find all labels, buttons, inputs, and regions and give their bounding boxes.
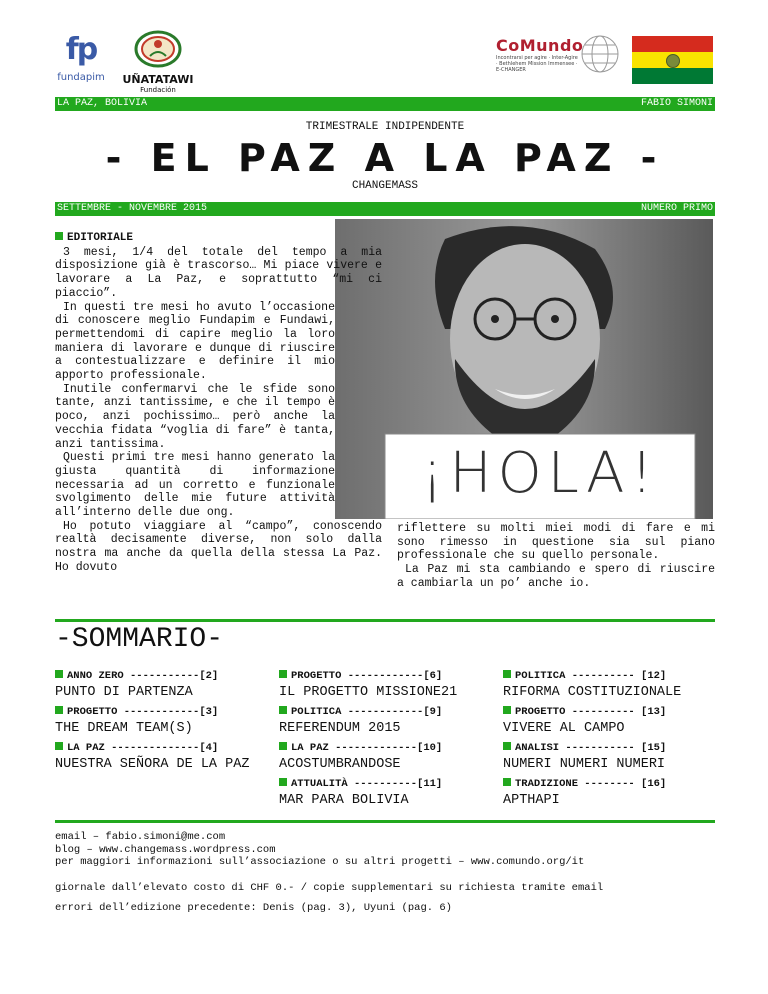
- flag-stripe-red: [632, 36, 713, 52]
- square-bullet-icon: [503, 670, 511, 678]
- sommario-title: -SOMMARIO-: [55, 624, 224, 655]
- editorial-paragraph-3: Inutile confermarvi che le sfide sono tante, anzi tantissime, e che il tempo è poco, anzi pochissimo… però anche la vecchia fidata “voglia di fare” è tanta, anzi tantissima.: [55, 382, 335, 451]
- footer-blog[interactable]: blog – www.changemass.wordpress.com: [55, 843, 276, 856]
- editorial-paragraph-4: Questi primi tre mesi hanno generato la giusta quantità di informazione necessaria ad un corretto e funzionale svolgimento delle mie future attività all’interno delle due ong.: [55, 451, 335, 520]
- divider: [55, 619, 715, 622]
- square-bullet-icon: [503, 706, 511, 714]
- page-title: - EL PAZ A LA PAZ -: [105, 136, 665, 180]
- author: FABIO SIMONI: [640, 98, 713, 109]
- sommario-item[interactable]: ATTUALITÀ ----------[11] MAR PARA BOLIVIA: [279, 778, 443, 808]
- editorial-continuation-1: riflettere su molti miei modi di fare e mi sono rimesso in questione sia sul piano professionale che su quello personale.: [397, 522, 715, 563]
- unatatawi-subcaption: Fundación: [140, 86, 176, 94]
- issue-date: SETTEMBRE - NOVEMBRE 2015: [57, 203, 208, 214]
- sommario-item[interactable]: PROGETTO ---------- [13] VIVERE AL CAMPO: [503, 706, 667, 736]
- unatatawi-caption: UÑATATAWI: [122, 73, 194, 86]
- comundo-tagline: Incontrarsi per agire · Inter-Agire · Bethlehem Mission Immensee · E-CHANGER: [496, 55, 578, 73]
- sommario-item[interactable]: PROGETTO ------------[3] THE DREAM TEAM(S): [55, 706, 219, 736]
- square-bullet-icon: [503, 742, 511, 750]
- footer-info[interactable]: per maggiori informazioni sull’associazione o su altri progetti – www.comundo.org/it: [55, 856, 585, 868]
- globe-icon: [580, 34, 620, 74]
- sommario-item[interactable]: ANALISI ----------- [15] NUMERI NUMERI NUMERI: [503, 742, 667, 772]
- sommario-item[interactable]: POLITICA ------------[9] REFERENDUM 2015: [279, 706, 443, 736]
- unatatawi-logo: [118, 30, 198, 92]
- fundapim-caption: fundapim: [57, 72, 105, 83]
- sommario-item[interactable]: LA PAZ --------------[4] NUESTRA SEÑORA DE LA PAZ: [55, 742, 250, 772]
- footer-contacts: [55, 831, 715, 869]
- square-bullet-icon: [55, 232, 63, 240]
- fundapim-logo: [52, 32, 110, 90]
- photo-sign-text: ¡HOLA!: [421, 441, 659, 506]
- issue-bar: [55, 202, 715, 216]
- masthead-brand: CHANGEMASS: [351, 180, 418, 192]
- sommario-item[interactable]: PROGETTO ------------[6] IL PROGETTO MISSIONE21: [279, 670, 458, 700]
- square-bullet-icon: [279, 742, 287, 750]
- comundo-name: CoMundo: [496, 36, 584, 55]
- sommario-item[interactable]: ANNO ZERO -----------[2] PUNTO DI PARTENZA: [55, 670, 219, 700]
- comundo-logo: [496, 36, 620, 86]
- editorial-paragraph-5: Ho potuto viaggiare al “campo”, conoscendo realtà decisamente diverse, non solo dalla nostra ma anche da quella della stessa La Paz. Ho dovuto: [55, 519, 382, 574]
- sommario-item[interactable]: TRADIZIONE -------- [16] APTHAPI: [503, 778, 667, 808]
- unatatawi-emblem-icon: [118, 30, 198, 68]
- editorial-continuation: [397, 522, 715, 591]
- square-bullet-icon: [55, 670, 63, 678]
- flag-stripe-yellow: [632, 52, 713, 68]
- coat-of-arms-icon: [666, 54, 680, 68]
- header-bar: [55, 97, 715, 111]
- footer-price: giornale dall’elevato costo di CHF 0.- / copie supplementari su richiesta tramite email: [55, 882, 604, 894]
- bolivia-flag: [632, 36, 713, 84]
- fundapim-mark: fp: [65, 32, 97, 67]
- editorial-continuation-2: La Paz mi sta cambiando e spero di riuscire a cambiarla un po’ anche io.: [397, 563, 715, 590]
- sommario-item[interactable]: LA PAZ -------------[10] ACOSTUMBRANDOSE: [279, 742, 443, 772]
- author-photo: [335, 219, 713, 519]
- footer-email[interactable]: email – fabio.simoni@me.com: [55, 831, 226, 843]
- location: LA PAZ, BOLIVIA: [57, 98, 148, 109]
- square-bullet-icon: [279, 706, 287, 714]
- editorial-article: [55, 232, 382, 575]
- sommario-item[interactable]: POLITICA ---------- [12] RIFORMA COSTITUZIONALE: [503, 670, 682, 700]
- square-bullet-icon: [503, 778, 511, 786]
- flag-stripe-green: [632, 68, 713, 84]
- square-bullet-icon: [55, 706, 63, 714]
- issue-number: NUMERO PRIMO: [640, 203, 713, 214]
- editorial-paragraph-2: In questi tre mesi ho avuto l’occasione di conoscere meglio Fundapim e Fundawi, permettendomi di capire meglio la loro maniera di lavorare e dunque di riuscire a contestualizzare e definire il mio apporto professionale.: [55, 300, 335, 383]
- footer-errata: errori dell’edizione precedente: Denis (pag. 3), Uyuni (pag. 6): [55, 902, 452, 914]
- square-bullet-icon: [55, 742, 63, 750]
- editorial-paragraph-1: 3 mesi, 1/4 del totale del tempo a mia disposizione già è trascorso… Mi piace vivere e lavorare a La Paz, e soprattutto “mi ci piaccio”.: [55, 245, 382, 300]
- square-bullet-icon: [279, 670, 287, 678]
- masthead-subtitle: TRIMESTRALE INDIPENDENTE: [305, 121, 465, 133]
- divider: [55, 820, 715, 823]
- square-bullet-icon: [279, 778, 287, 786]
- editorial-heading: EDITORIALE: [55, 232, 382, 246]
